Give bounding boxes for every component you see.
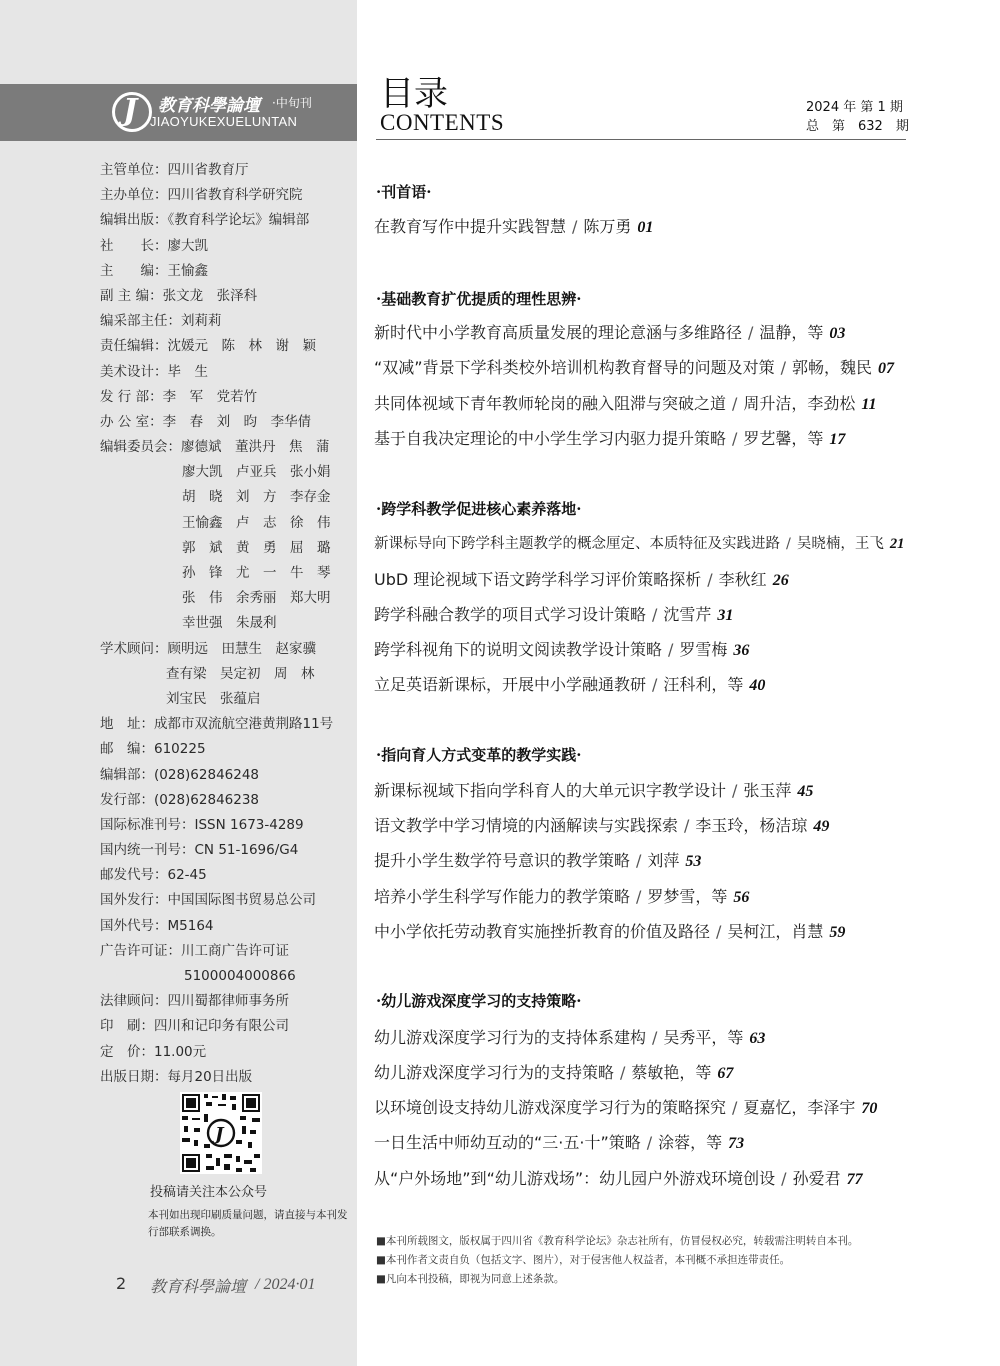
license-number: 5100004000866 (184, 968, 296, 984)
entry-title: 新时代中小学教育高质量发展的理论意涵与多维路径 (374, 323, 743, 342)
toc-entry[interactable]: 语文教学中学习情境的内涵解读与实践探索 / 李玉玲，杨洁琼 49 (374, 816, 830, 835)
contact-row: 编辑部：(028)62846248 (100, 766, 260, 783)
section-heading: ·指向育人方式变革的教学实践· (376, 746, 582, 764)
entry-title: 提升小学生数学符号意识的教学策略 (374, 851, 631, 870)
submission-note: ■凡向本刊投稿，即视为同意上述条款。 (376, 1273, 565, 1285)
masthead-info (100, 158, 350, 1090)
issue-info (806, 98, 909, 136)
entry-title: 以环境创设支持幼儿游戏深度学习行为的策略探究 (374, 1098, 727, 1117)
contact-row: 地 址：成都市双流航空港黄荆路11号 (100, 716, 334, 733)
entry-page: 70 (861, 1100, 878, 1117)
entry-author: 刘萍 (647, 851, 680, 870)
committee-row: 王愉鑫 卢 志 徐 伟 (182, 514, 331, 531)
info-row: 主管单位：四川省教育厅 (100, 162, 249, 178)
journal-logo-icon: J (112, 92, 152, 132)
toc-entry[interactable]: 以环境创设支持幼儿游戏深度学习行为的策略探究 / 夏嘉忆，李泽宇 70 (374, 1098, 878, 1117)
running-issue: / 2024·01 (255, 1276, 316, 1293)
entry-title: 幼儿游戏深度学习行为的支持体系建构 (374, 1028, 647, 1047)
entry-title: 基于自我决定理论的中小学生学习内驱力提升策略 (374, 429, 727, 448)
qr-code-icon (180, 1092, 262, 1174)
contact-row: 印 刷：四川和记印务有限公司 (100, 1018, 289, 1035)
entry-author: 蔡敏艳，等 (631, 1063, 712, 1082)
contact-row: 邮 编：610225 (100, 741, 206, 758)
info-row: 社 长：廖大凯 (100, 237, 208, 254)
contact-row: 邮发代号：62-45 (100, 867, 207, 884)
entry-page: 07 (878, 360, 894, 377)
entry-title: 跨学科融合教学的项目式学习设计策略 (374, 605, 647, 624)
entry-author: 罗艺馨，等 (743, 429, 824, 448)
entry-author: 周升洁，李劲松 (743, 394, 856, 413)
entry-page: 03 (829, 325, 846, 342)
liability-note: ■本刊作者文责自负（包括文字、图片），对于侵害他人权益者，本刊概不承担连带责任。 (376, 1254, 791, 1266)
entry-page: 45 (797, 783, 814, 800)
committee-row: 幸世强 朱晟利 (182, 615, 277, 632)
toc-entry[interactable]: 新课标导向下跨学科主题教学的概念厘定、本质特征及实践进路 / 吴晓楠，王飞 21 (374, 536, 905, 552)
page-number: 2 (116, 1274, 127, 1293)
toc-entry[interactable]: 幼儿游戏深度学习行为的支持策略 / 蔡敏艳，等 67 (374, 1063, 734, 1082)
toc-entry[interactable]: 跨学科融合教学的项目式学习设计策略 / 沈雪芹 31 (374, 605, 734, 624)
toc-entry[interactable]: 中小学依托劳动教育实施挫折教育的价值及路径 / 吴柯江，肖慧 59 (374, 922, 846, 941)
entry-title: UbD 理论视域下语文跨学科学习评价策略探析 (374, 570, 702, 589)
info-row: 编辑出版：《教育科学论坛》编辑部 (100, 212, 310, 229)
committee-row: 廖大凯 卢亚兵 张小娟 (182, 464, 331, 481)
info-row: 编辑委员会：廖德斌 董洪丹 焦 蒲 (100, 439, 330, 456)
committee-row: 郭 斌 黄 勇 屈 璐 (182, 539, 331, 556)
entry-author: 孙爱君 (792, 1169, 841, 1188)
section-heading: ·跨学科教学促进核心素养落地· (376, 500, 582, 518)
entry-author: 夏嘉忆，李泽宇 (743, 1098, 856, 1117)
entry-page: 73 (728, 1135, 745, 1152)
entry-page: 59 (829, 924, 846, 941)
toc-title-en: CONTENTS (380, 110, 505, 135)
toc-entry[interactable]: 从“户外场地”到“幼儿游戏场”：幼儿园户外游戏环境创设 / 孙爱君 77 (374, 1169, 863, 1188)
info-row: 主 编：王愉鑫 (100, 262, 208, 279)
issue-total-number: 总 第 632 期 (806, 119, 909, 134)
entry-author: 郭畅，魏民 (791, 358, 872, 377)
committee-row: 胡 晓 刘 方 李存金 (182, 489, 331, 506)
entry-author: 吴秀平，等 (663, 1028, 744, 1047)
advisor-row: 学术顾问：顾明远 田慧生 赵家骥 (100, 640, 316, 657)
print-quality-notice: 本刊如出现印刷质量问题，请直接与本刊发行部联系调换。 (148, 1209, 348, 1238)
advisor-row: 查有梁 吴定初 周 林 (166, 665, 315, 682)
advisor-row: 刘宝民 张蕴启 (166, 690, 261, 707)
info-row: 办 公 室：李 春 刘 昀 李华倩 (100, 413, 312, 430)
toc-entry[interactable]: UbD 理论视域下语文跨学科学习评价策略探析 / 李秋红 26 (374, 570, 789, 589)
entry-author: 吴晓楠，王飞 (796, 536, 884, 552)
entry-author: 涂蓉，等 (658, 1133, 723, 1152)
entry-title: 新课标导向下跨学科主题教学的概念厘定、本质特征及实践进路 (374, 536, 780, 552)
toc-entry[interactable]: 幼儿游戏深度学习行为的支持体系建构 / 吴秀平，等 63 (374, 1028, 766, 1047)
info-row: 编采部主任：刘莉莉 (100, 313, 222, 330)
info-row: 主办单位：四川省教育科学研究院 (100, 187, 303, 204)
contact-row: 广告许可证：川工商广告许可证 (100, 942, 289, 959)
entry-page: 56 (733, 889, 750, 906)
entry-author: 罗梦雪，等 (647, 887, 728, 906)
toc-entry[interactable]: 共同体视域下青年教师轮岗的融入阻滞与突破之道 / 周升洁，李劲松 11 (374, 394, 877, 413)
committee-row: 张 伟 余秀丽 郑大明 (182, 590, 331, 607)
contact-row: 出版日期：每月20日出版 (100, 1068, 253, 1085)
entry-title: 幼儿游戏深度学习行为的支持策略 (374, 1063, 615, 1082)
running-title: 教育科學論壇 (150, 1277, 247, 1296)
info-row: 发 行 部：李 军 党若竹 (100, 388, 258, 405)
entry-page: 77 (846, 1171, 863, 1188)
section-heading: ·基础教育扩优提质的理性思辨· (376, 290, 582, 308)
header-rule (376, 139, 906, 140)
toc-entry[interactable]: 培养小学生科学写作能力的教学策略 / 罗梦雪，等 56 (374, 887, 750, 906)
committee-row: 孙 锋 尤 一 牛 琴 (182, 565, 331, 581)
entry-author: 张玉萍 (743, 781, 792, 800)
journal-title-en: JIAOYUKEXUELUNTAN (150, 114, 298, 129)
toc-entry[interactable]: 提升小学生数学符号意识的教学策略 / 刘萍 53 (374, 851, 702, 870)
entry-title: 跨学科视角下的说明文阅读教学设计策略 (374, 640, 663, 659)
entry-title: 在教育写作中提升实践智慧 (374, 217, 567, 236)
info-row: 责任编辑：沈媛元 陈 林 谢 颖 (100, 338, 316, 355)
entry-title: 语文教学中学习情境的内涵解读与实践探索 (374, 816, 679, 835)
entry-author: 陈万勇 (583, 217, 632, 236)
toc-entry[interactable]: 新时代中小学教育高质量发展的理论意涵与多维路径 / 温静，等 03 (374, 323, 846, 342)
toc-entry[interactable]: “双减”背景下学科类校外培训机构教育督导的问题及对策 / 郭畅，魏民 07 (374, 358, 894, 377)
entry-page: 21 (889, 536, 905, 552)
entry-title: 一日生活中师幼互动的“三·五·十”策略 (374, 1133, 641, 1152)
contact-row: 发行部：(028)62846238 (100, 791, 260, 808)
entry-author: 吴柯江，肖慧 (727, 922, 824, 941)
contact-row: 国内统一刊号：CN 51-1696/G4 (100, 842, 299, 859)
entry-title: 新课标视域下指向学科育人的大单元识字教学设计 (374, 781, 727, 800)
toc-entry[interactable]: 新课标视域下指向学科育人的大单元识字教学设计 / 张玉萍 45 (374, 781, 814, 800)
toc-entry[interactable]: 立足英语新课标，开展中小学融通教研 / 汪科利，等 40 (374, 675, 766, 694)
entry-author: 温静，等 (759, 323, 824, 342)
contact-row: 国外发行：中国国际图书贸易总公司 (100, 892, 316, 909)
contact-row: 国际标准刊号：ISSN 1673-4289 (100, 816, 304, 833)
entry-page: 11 (861, 396, 877, 413)
entry-title: 共同体视域下青年教师轮岗的融入阻滞与突破之道 (374, 394, 727, 413)
journal-edition: ·中旬刊 (272, 96, 312, 110)
entry-title: “双减”背景下学科类校外培训机构教育督导的问题及对策 (374, 358, 775, 377)
svg-text:J: J (215, 1124, 224, 1145)
entry-author: 汪科利，等 (663, 675, 744, 694)
entry-title: 立足英语新课标，开展中小学融通教研 (374, 675, 647, 694)
contact-row: 国外代号：M5164 (100, 917, 214, 934)
entry-author: 李玉玲，杨洁琼 (695, 816, 808, 835)
toc-title: 目录 (380, 74, 448, 114)
entry-page: 01 (637, 219, 654, 236)
entry-title: 培养小学生科学写作能力的教学策略 (374, 887, 631, 906)
entry-page: 63 (749, 1030, 766, 1047)
toc-entry[interactable]: 在教育写作中提升实践智慧 / 陈万勇 01 (374, 217, 654, 236)
entry-title: 中小学依托劳动教育实施挫折教育的价值及路径 (374, 922, 711, 941)
entry-author: 李秋红 (718, 570, 767, 589)
toc-entry[interactable]: 基于自我决定理论的中小学生学习内驱力提升策略 / 罗艺馨，等 17 (374, 429, 846, 448)
entry-page: 26 (772, 572, 789, 589)
info-row: 副 主 编：张文龙 张泽科 (100, 287, 258, 304)
entry-page: 36 (733, 642, 750, 659)
entry-page: 49 (813, 818, 830, 835)
entry-page: 17 (829, 431, 846, 448)
contact-row: 法律顾问：四川蜀都律师事务所 (100, 993, 289, 1010)
journal-title-cn: 教育科學論壇 (158, 96, 260, 116)
entry-author: 罗雪梅 (679, 640, 728, 659)
entry-page: 31 (717, 607, 734, 624)
copyright-note: ■本刊所载图文，版权属于四川省《教育科学论坛》杂志社所有，仿冒侵权必究，转载需注明转自本刊。 (376, 1235, 859, 1247)
entry-title: 从“户外场地”到“幼儿游戏场”：幼儿园户外游戏环境创设 (374, 1169, 776, 1188)
contact-row: 定 价：11.00元 (100, 1043, 207, 1060)
section-heading: ·幼儿游戏深度学习的支持策略· (376, 992, 582, 1010)
qr-caption: 投稿请关注本公众号 (150, 1185, 268, 1200)
toc-entry[interactable]: 跨学科视角下的说明文阅读教学设计策略 / 罗雪梅 36 (374, 640, 750, 659)
info-row: 美术设计：毕 生 (100, 363, 208, 380)
entry-page: 40 (749, 677, 766, 694)
entry-author: 沈雪芹 (663, 605, 712, 624)
section-heading: ·刊首语· (376, 183, 432, 201)
entry-page: 53 (685, 853, 702, 870)
issue-year-number: 2024 年 第 1 期 (806, 100, 903, 115)
entry-page: 67 (717, 1065, 734, 1082)
toc-entry[interactable]: 一日生活中师幼互动的“三·五·十”策略 / 涂蓉，等 73 (374, 1133, 745, 1152)
